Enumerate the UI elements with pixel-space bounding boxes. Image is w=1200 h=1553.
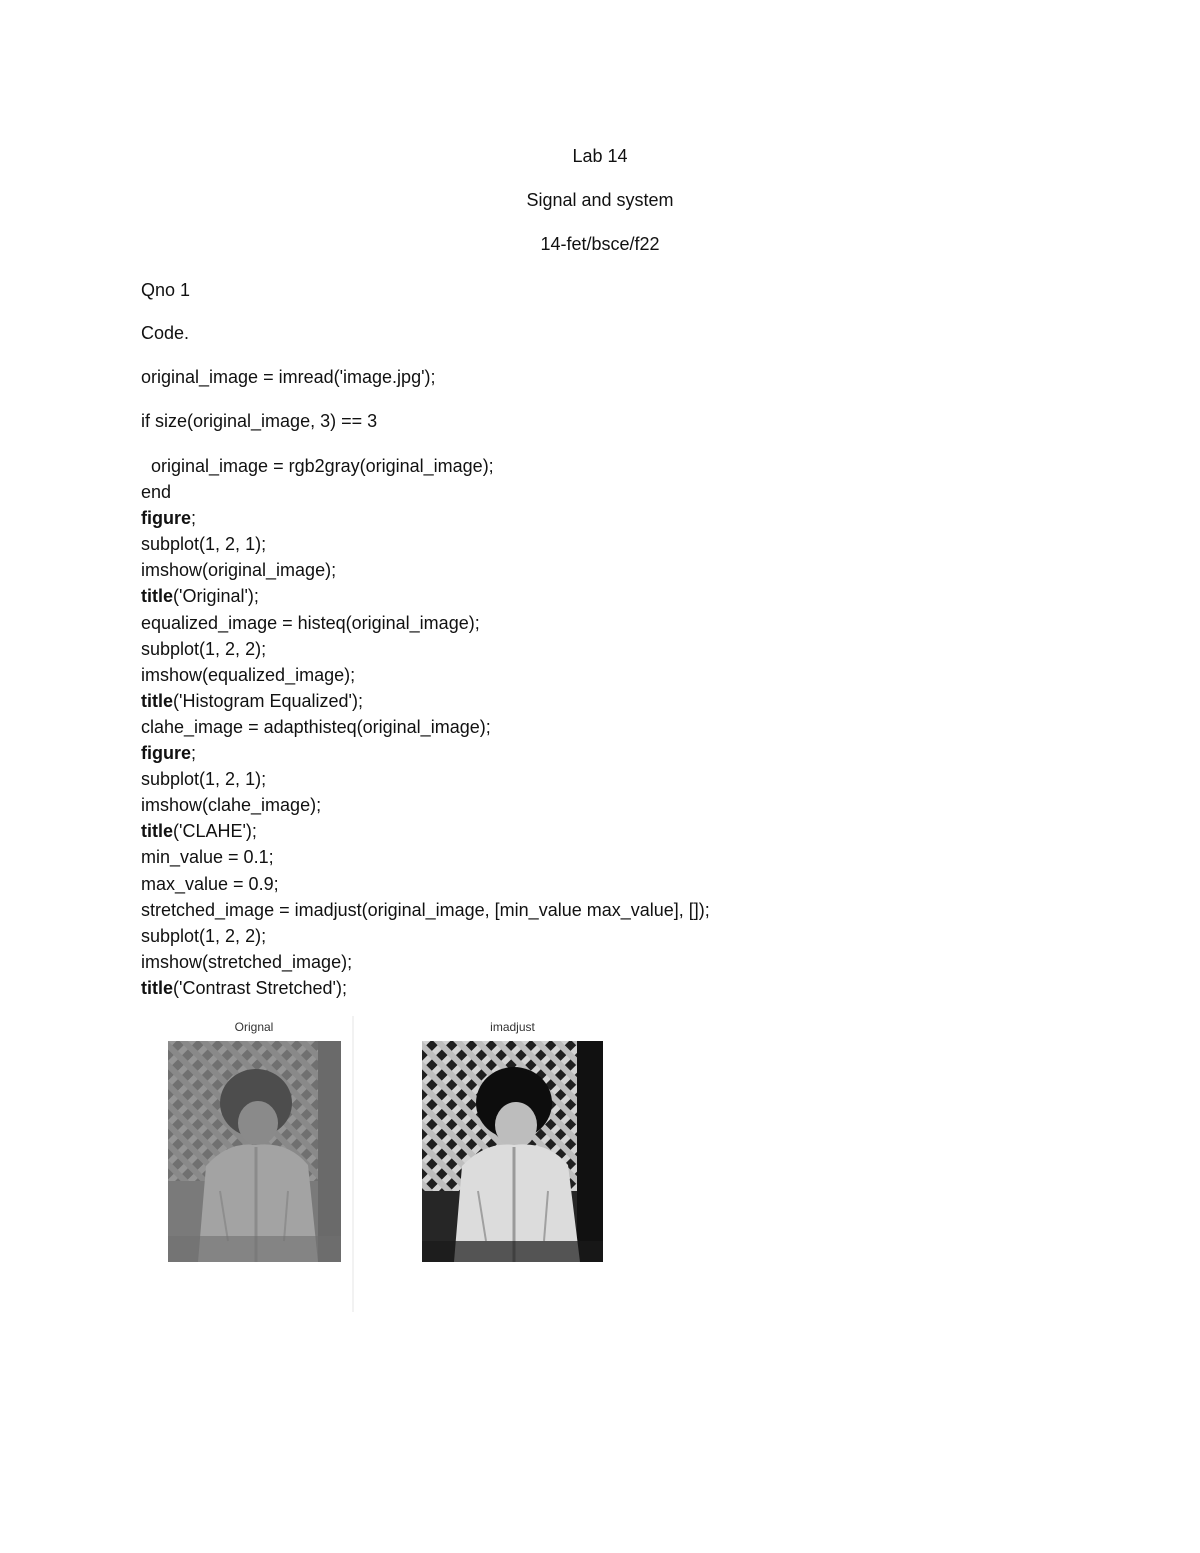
code-text: imshow(clahe_image);	[141, 795, 322, 816]
code-text: end	[141, 482, 172, 503]
code-text: clahe_image = adapthisteq(original_image);	[141, 716, 491, 737]
output-figure	[160, 1016, 630, 1316]
code-text: subplot(1, 2, 2);	[141, 638, 267, 659]
code-line-if: if size(original_image, 3) == 3	[141, 411, 378, 431]
code-keyword: figure	[141, 743, 192, 764]
course-name: Signal and system	[526, 190, 674, 210]
code-line	[141, 897, 710, 923]
code-text: subplot(1, 2, 1);	[141, 534, 267, 555]
code-line	[141, 871, 710, 897]
code-text: equalized_image = histeq(original_image);	[141, 612, 480, 633]
code-line	[141, 636, 710, 662]
code-line	[141, 610, 710, 636]
code-text: ;	[191, 743, 197, 764]
code-line	[141, 531, 710, 557]
code-line	[141, 714, 710, 740]
code-line	[141, 949, 710, 975]
code-line	[141, 975, 710, 1001]
code-text: imshow(equalized_image);	[141, 664, 356, 685]
code-block	[141, 453, 710, 1001]
code-line	[141, 844, 710, 870]
code-keyword: title	[141, 690, 174, 711]
right-image-title: imadjust	[490, 1020, 535, 1034]
code-line	[141, 740, 710, 766]
document-title: Lab 14	[572, 146, 628, 166]
original-image	[168, 1041, 341, 1262]
code-keyword: title	[141, 586, 174, 607]
code-line	[141, 453, 710, 479]
code-text: original_image = rgb2gray(original_image);	[141, 456, 494, 476]
code-keyword: title	[141, 821, 174, 842]
code-line	[141, 583, 710, 609]
code-text: subplot(1, 2, 2);	[141, 925, 267, 946]
code-line	[141, 688, 710, 714]
code-line	[141, 479, 710, 505]
code-line	[141, 792, 710, 818]
code-text: ('Contrast Stretched');	[173, 977, 347, 998]
code-line	[141, 505, 710, 531]
code-text: max_value = 0.9;	[141, 873, 279, 894]
code-keyword: title	[141, 977, 174, 998]
question-label: Qno 1	[141, 280, 191, 300]
figure-divider	[352, 1016, 354, 1312]
code-text: ('Histogram Equalized');	[173, 690, 363, 711]
code-text: stretched_image = imadjust(original_image, [min_value max_value], []);	[141, 899, 710, 920]
code-keyword: figure	[141, 508, 192, 529]
code-text: imshow(stretched_image);	[141, 951, 353, 972]
adjusted-image	[422, 1041, 603, 1262]
code-heading: Code.	[141, 323, 190, 343]
code-text: imshow(original_image);	[141, 560, 337, 581]
code-line	[141, 818, 710, 844]
left-image-title: Orignal	[234, 1020, 274, 1034]
code-line	[141, 662, 710, 688]
code-text: min_value = 0.1;	[141, 847, 274, 868]
code-text: subplot(1, 2, 1);	[141, 769, 267, 790]
code-text: ('CLAHE');	[173, 821, 257, 842]
code-line	[141, 557, 710, 583]
code-text: ('Original');	[173, 586, 259, 607]
code-line	[141, 766, 710, 792]
code-line-imread: original_image = imread('image.jpg');	[141, 367, 436, 387]
code-text: ;	[191, 508, 197, 529]
code-line	[141, 923, 710, 949]
roll-number: 14-fet/bsce/f22	[540, 234, 660, 254]
